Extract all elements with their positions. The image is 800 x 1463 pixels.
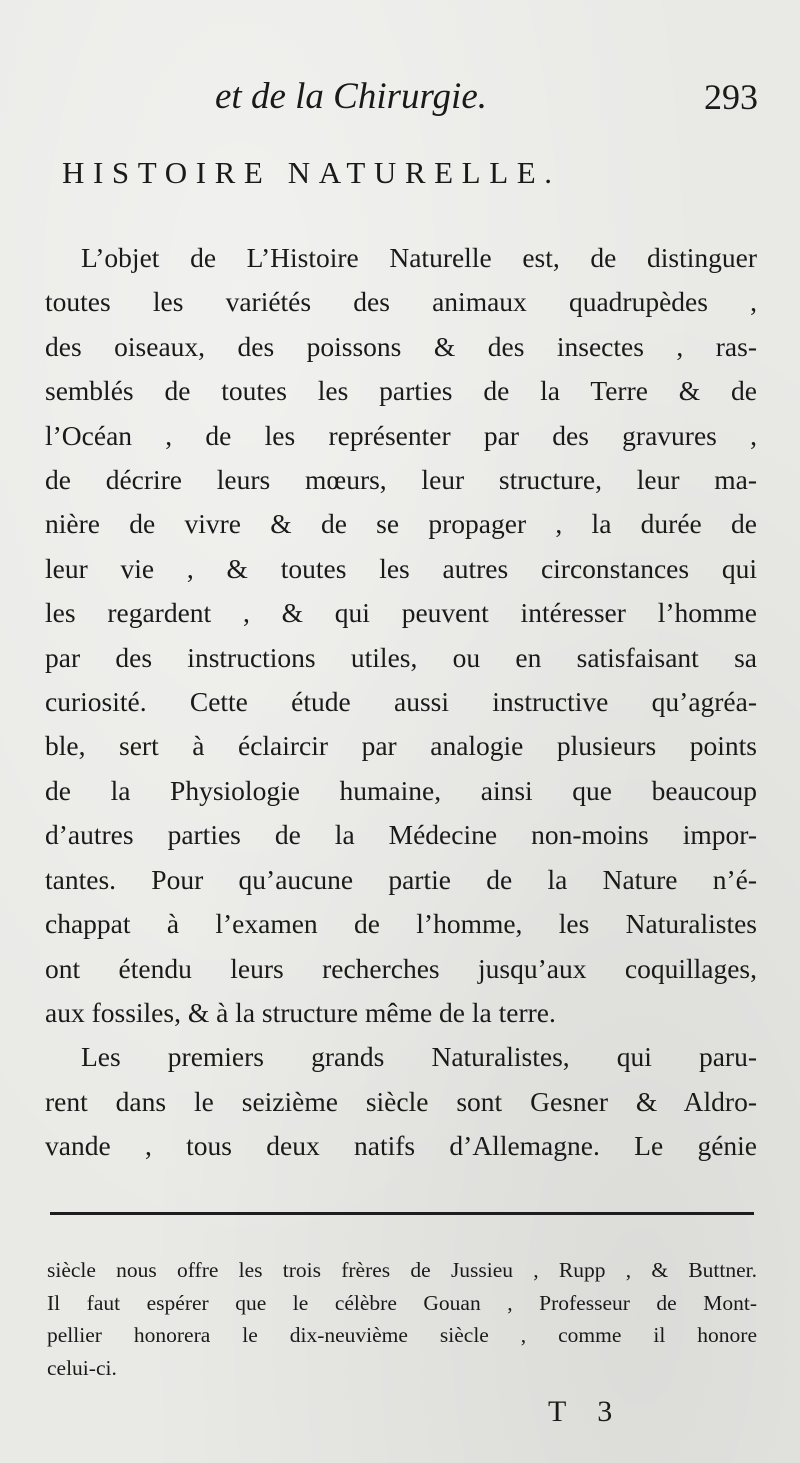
text-line: L’objet de L’Histoire Naturelle est, de distinguer [81,242,757,273]
footnote-line: pellier honorera le dix-neuvième siècle , comme il honore [47,1323,757,1347]
footnote-rule [50,1212,754,1215]
text-line: des oiseaux, des poissons & des insectes , ras- [45,330,757,362]
footnote-line: celui-ci. [47,1355,117,1380]
text-line: leur vie , & toutes les autres circonstances qui [45,552,757,584]
text-line: Les premiers grands Naturalistes, qui paru- [81,1041,757,1073]
signature-mark: T 3 [548,1395,625,1428]
text-line: toutes les variétés des animaux quadrupèdes , [45,286,757,318]
footnote [47,1254,757,1384]
text-line: vande , tous deux natifs d’Allemagne. Le génie [45,1130,757,1162]
text-line: curiosité. Cette étude aussi instructive qu’agréa- [45,686,757,718]
text-line: les regardent , & qui peuvent intéresser l’homme [45,597,757,629]
running-head [0,72,800,122]
running-title: et de la Chirurgie. [215,76,487,117]
paragraph-1 [45,236,757,1035]
text-line: semblés de toutes les parties de la Terre & de [45,375,757,407]
section-title: HISTOIRE NATURELLE. [62,155,561,190]
footnote-line: siècle nous offre les trois frères de Jussieu , Rupp , & Buttner. [47,1258,757,1282]
text-line: aux fossiles, & à la structure même de la terre. [45,996,556,1028]
text-line: l’Océan , de les représenter par des gravures , [45,419,757,451]
text-line: d’autres parties de la Médecine non-moins impor- [45,819,757,851]
text-line: ont étendu leurs recherches jusqu’aux coquillages, [45,952,757,984]
text-line: de décrire leurs mœurs, leur structure, leur ma- [45,464,757,496]
text-line: chappat à l’examen de l’homme, les Naturalistes [45,908,757,940]
text-line: ble, sert à éclaircir par analogie plusieurs points [45,730,757,762]
paragraph-2 [45,1035,757,1168]
text-line: de la Physiologie humaine, ainsi que beaucoup [45,774,757,806]
text-line: par des instructions utiles, ou en satisfaisant sa [45,641,757,673]
page-number: 293 [704,77,758,117]
text-line: tantes. Pour qu’aucune partie de la Nature n’é- [45,863,757,895]
body-text [45,236,757,1169]
footnote-line: Il faut espérer que le célèbre Gouan , Professeur de Mont- [47,1290,757,1315]
text-line: nière de vivre & de se propager , la durée de [45,508,757,540]
text-line: rent dans le seizième siècle sont Gesner & Aldro- [45,1085,757,1117]
